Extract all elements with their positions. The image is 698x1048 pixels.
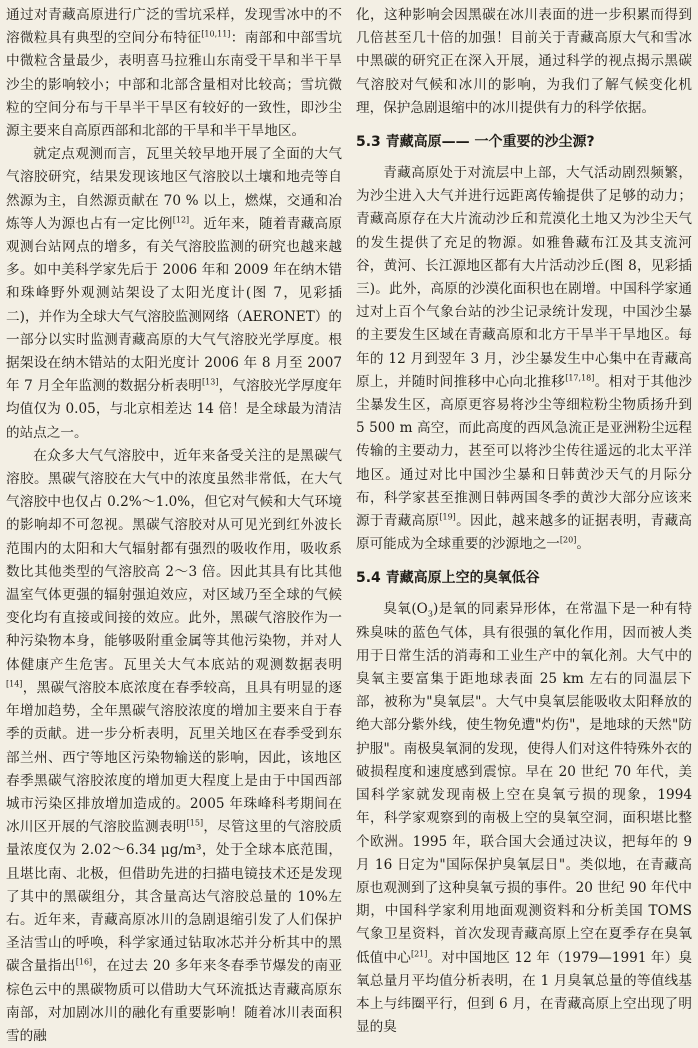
text-span: )是氧的同素异形体，在常温下是一种有特殊臭味的蓝色气体，具有很强的氧化作用，因而被人类用于日常生活的消毒和工业生产中的氧化剂。大气中的臭氧主要富集于距地球表面 25 km 左右的同温层下部，被称为"臭氧层"。大气中臭氧层能吸收太阳释放的绝大部分紫外线，使生物免遭"灼伤"，是地球的天然"防护服"。南极臭氧洞的发现，使得人们对这件特殊外衣的破损程度和速度感到震惊。早在 20 世纪 70 年代，美国科学家就发现南极上空在臭氧亏损的现象，1994 年，科学家观察到的南极上空的臭氧空洞，面积堪比整个欧洲。1995 年，联合国大会通过决议，把每年的 9 月 16 日定为"国际保护臭氧层日"。类似地，在青藏高原也观测到了这种臭氧亏损的事件。20 世纪 90 年代中期，中国科学家利用地面观测资料和分析美国 TOMS 气象卫星资料，首次发现青藏高原上空在夏季存在臭氧低值中心: [356, 601, 692, 966]
text-span: ：南部和中部雪坑中微粒含量最少，表明喜马拉雅山东南受干旱和半干旱沙尘的影响较小；中部和北部含量相对比较高；雪坑微粒的空间分布与干旱半干旱区有较好的一致性，即沙尘源主要来自高原西部和北部的干旱和半干旱地区。: [6, 30, 343, 140]
text-span: ，尽管这里的气溶胶质量浓度仅为 2.02～6.34 μg/m³，处于全球本底范围，且堪比南、北极，但借助先进的扫描电镜技术还是发现了其中的黑碳组分，其含量高达气溶胶总量的 10%左右。近年来，青藏高原冰川的急剧退缩引发了人们保护圣洁雪山的呼唤，科学家通过钻取冰芯并分析其中的黑碳含量指出: [6, 819, 343, 975]
text-span: 。对中国地区 12 年（1979—1991 年）臭氧总量月平均值分析表明，在 1 月臭氧总量的等值线基本上与纬圈平行，但到 6 月，在青藏高原上空出现了明显的臭: [356, 949, 693, 1036]
citation: [16]: [75, 957, 93, 967]
text-span: ，黑碳气溶胶本底浓度在春季较高，且具有明显的逐年增加趋势，全年黑碳气溶胶浓度的增加主要来自于春季的贡献。进一步分析表明，瓦里关地区在春季受到东部兰州、西宁等地区污染物输送的影响，因此，该地区春季黑碳气溶胶浓度的增加更大程度上是由于中国西部城市污染区排放增加造成的。2005 年珠峰科考期间在冰川区开展的气溶胶监测表明: [6, 679, 342, 836]
text-span: 青藏高原处于对流层中上部，大气活动剧烈频繁，为沙尘进入大气并进行远距离传输提供了足够的动力；青藏高原存在大片流动沙丘和荒漠化土地又为沙尘天气的发生提供了充足的物源。如雅鲁藏布江及其支流河谷，黄河、长江源地区都有大片活动沙丘(图 8，见彩插三)。此外，高原的沙漠化面积也在剧增。中国科学家通过对上百个气象台站的沙尘记录统计发现，中国沙尘暴的主要发生区域在青藏高原和北方干旱半干旱地区。每年的 12 月到翌年 3 月，沙尘暴发生中心集中在青藏高原上，并随时间推移中心向北推移: [356, 165, 692, 390]
citation: [17,18]: [565, 373, 595, 383]
text-span: 在众多大气气溶胶中，近年来备受关注的是黑碳气溶胶。黑碳气溶胶在大气中的浓度虽然非常低，在大气气溶胶中也仅占 0.2%～1.0%，但它对气候和大气环境的影响却不可忽视。黑碳气溶胶对从可见光到红外波长范围内的太阳和大气辐射都有强烈的吸收作用，吸收系数比其他类型的气溶胶高 2～3 倍。因此其具有比其他温室气体更强的辐射强迫效应，对区域乃至全球的气候变化均有直接或间接的效应。此外，黑碳气溶胶作为一种污染物本身，能够吸附重金属等其他污染物，并对人体健康产生危害。瓦里关大气本底站的观测数据表明: [6, 447, 342, 673]
section-heading-5-3: 5.3 青藏高原—— 一个重要的沙尘源?: [356, 134, 595, 151]
paragraph-dust-source: [356, 162, 692, 556]
paragraph-ozone: [356, 598, 692, 1039]
section-heading-5-4: 5.4 青藏高原上空的臭氧低谷: [356, 570, 540, 587]
text-span: 。因此，越来越多的证据表明，青藏高原可能成为全球重要的沙源地之一: [356, 513, 693, 553]
citation: [15]: [186, 818, 204, 828]
text-span: ，气溶胶光学厚度年均值仅为 0.05，与北京相差达 14 倍！是全球最为清洁的站点之一。: [6, 378, 343, 441]
citation: [21]: [410, 948, 428, 958]
left-column: [6, 4, 342, 1048]
text-span: 化，这种影响会因黑碳在冰川表面的进一步积累而得到几倍甚至几十倍的加强！目前关于青藏高原大气和雪冰中黑碳的研究正在深入开展，通过科学的视点揭示黑碳气溶胶对气候和冰川的影响，为我们了解气候变化机理，保护急剧退缩中的冰川提供有力的科学依据。: [356, 7, 692, 116]
paragraph-station-observation: [6, 143, 342, 445]
citation: [20]: [559, 535, 577, 545]
paragraph-black-carbon-continued: [356, 4, 692, 120]
paragraph-black-carbon: [6, 445, 342, 1048]
text-span: 。: [576, 536, 590, 553]
text-span: 臭氧(O: [383, 601, 428, 618]
citation: [19]: [439, 512, 456, 522]
text-span: 。近年来，随着青藏高原观测台站网点的增多，有关气溶胶监测的研究也越来越多。如中美科学家先后于 2006 年和 2009 年在纳木错和珠峰野外观测站架设了太阳光度计(图 7，见彩插二)，并作为全球大气气溶胶监测网络（AERONET）的一部分以实时监测青藏高原的大气气溶胶光学厚度。根据架设在纳木错站的太阳光度计 2006 年 8 月至 2007 年 7 月全年监测的数据分析表明: [6, 215, 343, 395]
citation: [12]: [172, 215, 190, 225]
subscript: 3: [427, 610, 433, 620]
citation: [10,11]: [201, 29, 231, 39]
citation: [14]: [6, 679, 23, 689]
text-span: 通过对青藏高原进行广泛的雪坑采样，发现雪冰中的不溶微粒具有典型的空间分布特征: [6, 7, 342, 47]
text-span: 就定点观测而言，瓦里关较早地开展了全面的大气气溶胶研究，结果发现该地区气溶胶以土壤和地壳等自然源为主，自然源贡献在 70 % 以上，燃煤，交通和冶炼等人为源也占有一定比例: [6, 146, 342, 232]
text-span: ，在过去 20 多年来冬春季节爆发的南亚棕色云中的黑碳物质可以借助大气环流抵达青藏高原东南部，对加剧冰川的融化有重要影响！随着冰川表面积雪的融: [6, 958, 342, 1044]
right-column: [356, 4, 692, 1039]
paragraph-snow-pit-continued: [6, 4, 342, 143]
citation: [13]: [202, 377, 219, 387]
text-span: 。相对于其他沙尘暴发生区，高原更容易将沙尘等细粒粉尘物质扬升到 5 500 m 高空，而此高度的西风急流正是亚洲粉尘远程传输的主要动力，甚至可以将沙尘传往遥远的北太平洋地区。通过对比中国沙尘暴和日韩黄沙天气的月际分布，科学家甚至推测日韩两国冬季的黄沙大部分应该来源于青藏高原: [356, 373, 693, 530]
